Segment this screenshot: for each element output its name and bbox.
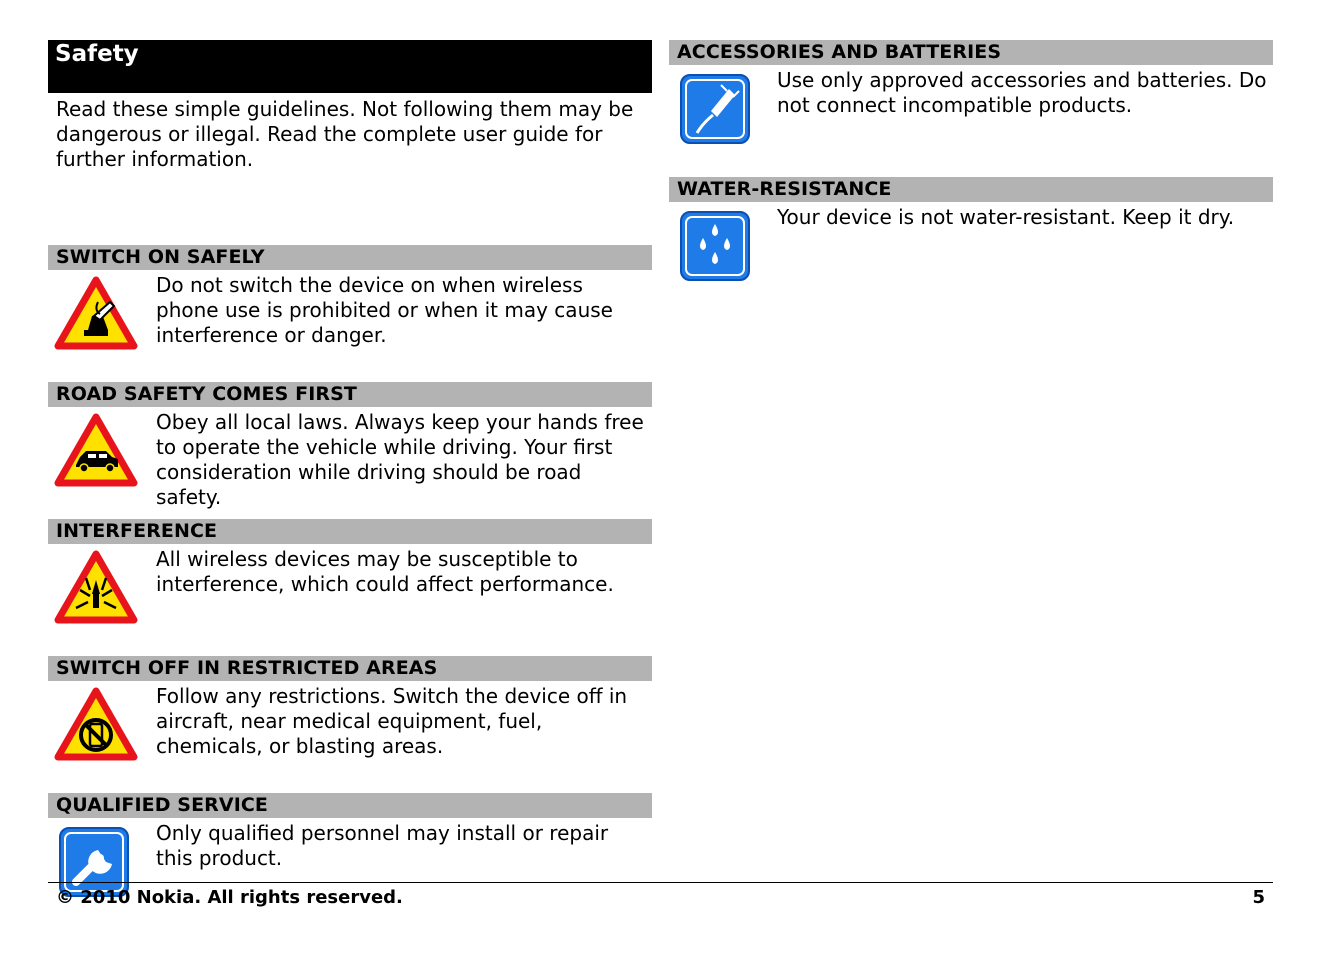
section-text: Follow any restrictions. Switch the device off in aircraft, near medical equipment, fuel, chemicals, or blasting areas.: [156, 684, 628, 758]
section-heading: ROAD SAFETY COMES FIRST: [48, 382, 652, 407]
section-heading: SWITCH OFF IN RESTRICTED AREAS: [48, 656, 652, 681]
section-heading: QUALIFIED SERVICE: [48, 793, 652, 818]
left-column: [48, 40, 652, 930]
section-heading: SWITCH ON SAFELY: [48, 245, 652, 270]
page-number: 5: [1252, 887, 1265, 908]
section-text: Your device is not water-resistant. Keep it dry.: [777, 205, 1235, 229]
right-column: [669, 40, 1273, 314]
section-heading: WATER-RESISTANCE: [669, 177, 1273, 202]
section-heading: ACCESSORIES AND BATTERIES: [669, 40, 1273, 65]
section-water-resistance: [669, 177, 1273, 314]
copyright-text: © 2010 Nokia. All rights reserved.: [56, 887, 403, 908]
section-switch-on-safely: [48, 245, 652, 382]
accessory-plug-icon: [675, 71, 759, 147]
page-title: Safety: [48, 40, 652, 93]
page-footer: [48, 882, 1273, 908]
intro-text: Read these simple guidelines. Not following them may be dangerous or illegal. Read the complete user guide for further information.: [56, 97, 634, 171]
section-text: Only qualified personnel may install or repair this product.: [156, 821, 609, 870]
section-text: Do not switch the device on when wireless phone use is prohibited or when it may cause interference or danger.: [156, 273, 613, 347]
section-road-safety: [48, 382, 652, 519]
section-interference: [48, 519, 652, 656]
water-drops-icon: [675, 208, 759, 284]
section-text: Obey all local laws. Always keep your hands free to operate the vehicle while driving. Your first consideration while driving should be road safety.: [156, 410, 644, 509]
section-text: All wireless devices may be susceptible to interference, which could affect performance.: [156, 547, 614, 596]
section-text: Use only approved accessories and batteries. Do not connect incompatible products.: [777, 68, 1267, 117]
interference-warning-icon: [54, 550, 138, 626]
car-warning-icon: [54, 413, 138, 489]
section-accessories-batteries: [669, 40, 1273, 177]
section-qualified-service: [48, 793, 652, 930]
section-heading: INTERFERENCE: [48, 519, 652, 544]
section-restricted-areas: [48, 656, 652, 793]
switch-on-safely-warning-icon: [54, 276, 138, 352]
no-phone-warning-icon: [54, 687, 138, 763]
